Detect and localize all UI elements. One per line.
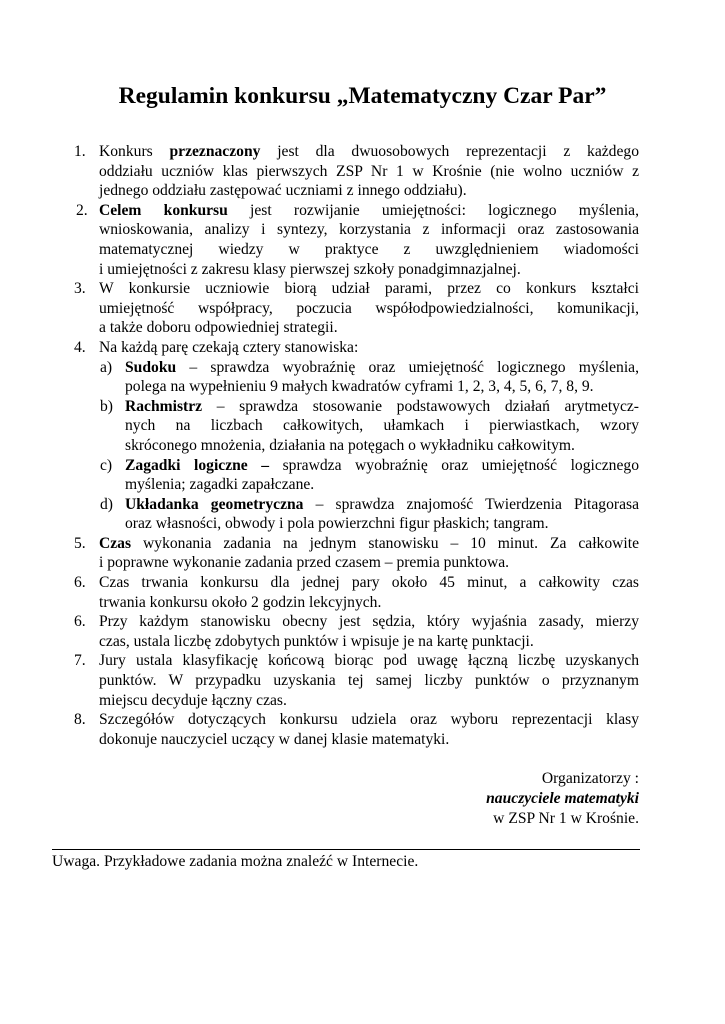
text-line <box>99 240 639 260</box>
text-line <box>99 553 639 573</box>
text-run: jednego oddziału zastępować uczniami z innego oddziału). <box>99 182 467 200</box>
text-run: jest dla dwuosobowych reprezentacji z każdego <box>260 143 639 160</box>
signature-school: w ZSP Nr 1 w Krośnie. <box>493 809 639 827</box>
rule-number: 7. <box>74 652 86 670</box>
text-line <box>125 495 639 515</box>
rule-number: 1. <box>74 143 86 160</box>
rule-item <box>0 201 725 279</box>
rule-item <box>0 142 725 201</box>
text-run: wnioskowania, analizy i syntezy, korzystania z informacji oraz zastosowania <box>99 221 639 239</box>
rule-text <box>99 651 639 710</box>
text-run: sprawdza wyobraźnię oraz umiejętność logicznego <box>269 456 639 474</box>
sub-item <box>0 495 725 534</box>
text-run: punktów. W przypadku uzyskania tej samej liczby punktów o przyznanym <box>99 672 639 690</box>
text-line <box>99 730 639 750</box>
text-run: trwania konkursu około 2 godzin lekcyjnych. <box>99 593 382 611</box>
footnote-text: Uwaga. Przykładowe zadania można znaleźć w Internecie. <box>52 853 419 870</box>
text-run: wykonania zadania na jednym stanowisku – 10 minut. Za całkowite <box>131 534 639 552</box>
text-line <box>125 436 639 456</box>
sub-item-text <box>125 495 639 534</box>
text-line <box>99 142 639 162</box>
text-run: Jury ustala klasyfikację końcową biorąc pod uwagę łączną liczbę uzyskanych <box>99 652 639 670</box>
bold-term: przeznaczony <box>169 143 261 160</box>
text-line <box>99 220 639 240</box>
text-run: Czas trwania konkursu dla jednej pary około 45 minut, a całkowity czas <box>99 574 639 592</box>
text-line <box>125 397 639 417</box>
bold-term: Celem konkursu <box>99 201 228 219</box>
rule-number: 6. <box>74 613 86 631</box>
text-run: umiejętność współpracy, poczucia współodpowiedzialności, komunikacji, <box>99 299 639 317</box>
text-line <box>99 318 639 338</box>
sub-item-letter: c) <box>100 456 113 474</box>
rule-number: 8. <box>74 711 86 729</box>
sub-item-text <box>125 456 639 495</box>
text-run: miejscu decyduje łączny czas. <box>99 691 287 709</box>
text-run: oraz własności, obwody i pola powierzchni figur płaskich; tangram. <box>125 515 549 533</box>
text-line <box>99 534 639 554</box>
text-line <box>125 514 639 534</box>
text-run: – sprawdza znajomość Twierdzenia Pitagorasa <box>303 495 639 513</box>
text-run: i umiejętności z zakresu klasy pierwszej szkoły ponadgimnazjalnej. <box>99 260 521 278</box>
rule-number: 4. <box>74 338 86 356</box>
text-line <box>99 612 639 632</box>
sub-item <box>0 358 725 397</box>
text-line <box>99 260 639 280</box>
bold-term: Sudoku <box>125 358 177 376</box>
rule-text <box>99 201 639 279</box>
sub-item-letter: b) <box>100 397 113 415</box>
sub-item <box>0 397 725 456</box>
text-line <box>99 671 639 691</box>
text-run: dokonuje nauczyciel uczący w danej klasie matematyki. <box>99 730 450 748</box>
text-line <box>125 456 639 476</box>
text-run: Przy każdym stanowisku obecny jest sędzia, który wyjaśnia zasady, mierzy <box>99 613 639 631</box>
rule-number: 2. <box>76 201 88 219</box>
text-run: polega na wypełnieniu 9 małych kwadratów cyframi 1, 2, 3, 4, 5, 6, 7, 8, 9. <box>125 378 594 396</box>
rule-number: 6. <box>74 574 86 592</box>
text-line <box>99 710 639 730</box>
text-line <box>125 377 639 397</box>
text-run: skróconego mnożenia, działania na potęgach o wykładniku całkowitym. <box>125 436 575 454</box>
text-run: – sprawdza wyobraźnię oraz umiejętność logicznego myślenia, <box>176 358 639 376</box>
rule-item <box>0 573 725 612</box>
sub-item-letter: a) <box>100 358 113 376</box>
text-run: i poprawne wykonanie zadania przed czasem – premia punktowa. <box>99 554 510 572</box>
rule-item <box>0 338 725 358</box>
text-line <box>125 416 639 436</box>
sub-item <box>0 456 725 495</box>
rule-text <box>99 534 639 573</box>
text-run: nych na liczbach całkowitych, ułamkach i pierwiastkach, wzory <box>125 417 639 435</box>
footnote-divider <box>52 849 640 850</box>
rule-text <box>99 142 639 201</box>
rule-text <box>99 573 639 612</box>
rule-number: 3. <box>74 280 86 298</box>
text-run: Konkurs <box>99 143 170 160</box>
rule-item <box>0 651 725 710</box>
text-line <box>99 201 639 221</box>
rule-item <box>0 279 725 338</box>
text-run: myślenia; zagadki zapałczane. <box>125 476 315 494</box>
text-line <box>99 691 639 711</box>
text-line <box>99 299 639 319</box>
text-line <box>99 181 639 201</box>
bold-term: Rachmistrz <box>125 397 203 415</box>
text-run: oddziału uczniów klas pierwszych ZSP Nr 1 w Krośnie (nie wolno uczniów z <box>99 162 639 180</box>
text-run: W konkursie uczniowie biorą udział parami, przez co konkurs kształci <box>99 280 639 298</box>
bold-term: Czas <box>99 534 132 552</box>
rule-text <box>99 338 639 358</box>
text-line <box>99 651 639 671</box>
rule-text <box>99 612 639 651</box>
text-line <box>99 338 639 358</box>
rule-item <box>0 710 725 749</box>
bold-term: Zagadki logiczne – <box>125 456 270 474</box>
sub-item-text <box>125 358 639 397</box>
bold-term: Układanka geometryczna <box>125 495 304 513</box>
document-title: Regulamin konkursu „Matematyczny Czar Par” <box>118 83 607 109</box>
text-run: Na każdą parę czekają cztery stanowiska: <box>99 338 359 356</box>
text-line <box>99 632 639 652</box>
rule-item <box>0 534 725 573</box>
text-run: matematycznej wiedzy w praktyce z uwzględnieniem wiadomości <box>99 240 639 258</box>
text-run: czas, ustala liczbę zdobytych punktów i wpisuje je na kartę punktacji. <box>99 632 534 650</box>
rules-list <box>0 142 725 749</box>
rule-text <box>99 710 639 749</box>
rule-number: 5. <box>74 534 86 552</box>
text-run: – sprawdza stosowanie podstawowych działań arytmetycz- <box>202 397 639 415</box>
text-line <box>99 593 639 613</box>
signature-block <box>486 769 639 828</box>
text-line <box>99 279 639 299</box>
text-line <box>99 573 639 593</box>
text-run: Szczegółów dotyczących konkursu udziela oraz wyboru reprezentacji klasy <box>99 711 639 729</box>
text-line <box>125 358 639 378</box>
text-line <box>99 162 639 182</box>
text-run: jest rozwijanie umiejętności: logicznego myślenia, <box>227 201 639 219</box>
rule-text <box>99 279 639 338</box>
sub-item-text <box>125 397 639 456</box>
rule-item <box>0 612 725 651</box>
signature-line-organizers: Organizatorzy : <box>541 770 639 787</box>
text-run: a także doboru odpowiedniej strategii. <box>99 319 338 337</box>
text-line <box>125 475 639 495</box>
signature-role: nauczyciele matematyki <box>486 789 639 807</box>
sub-item-letter: d) <box>100 495 113 513</box>
